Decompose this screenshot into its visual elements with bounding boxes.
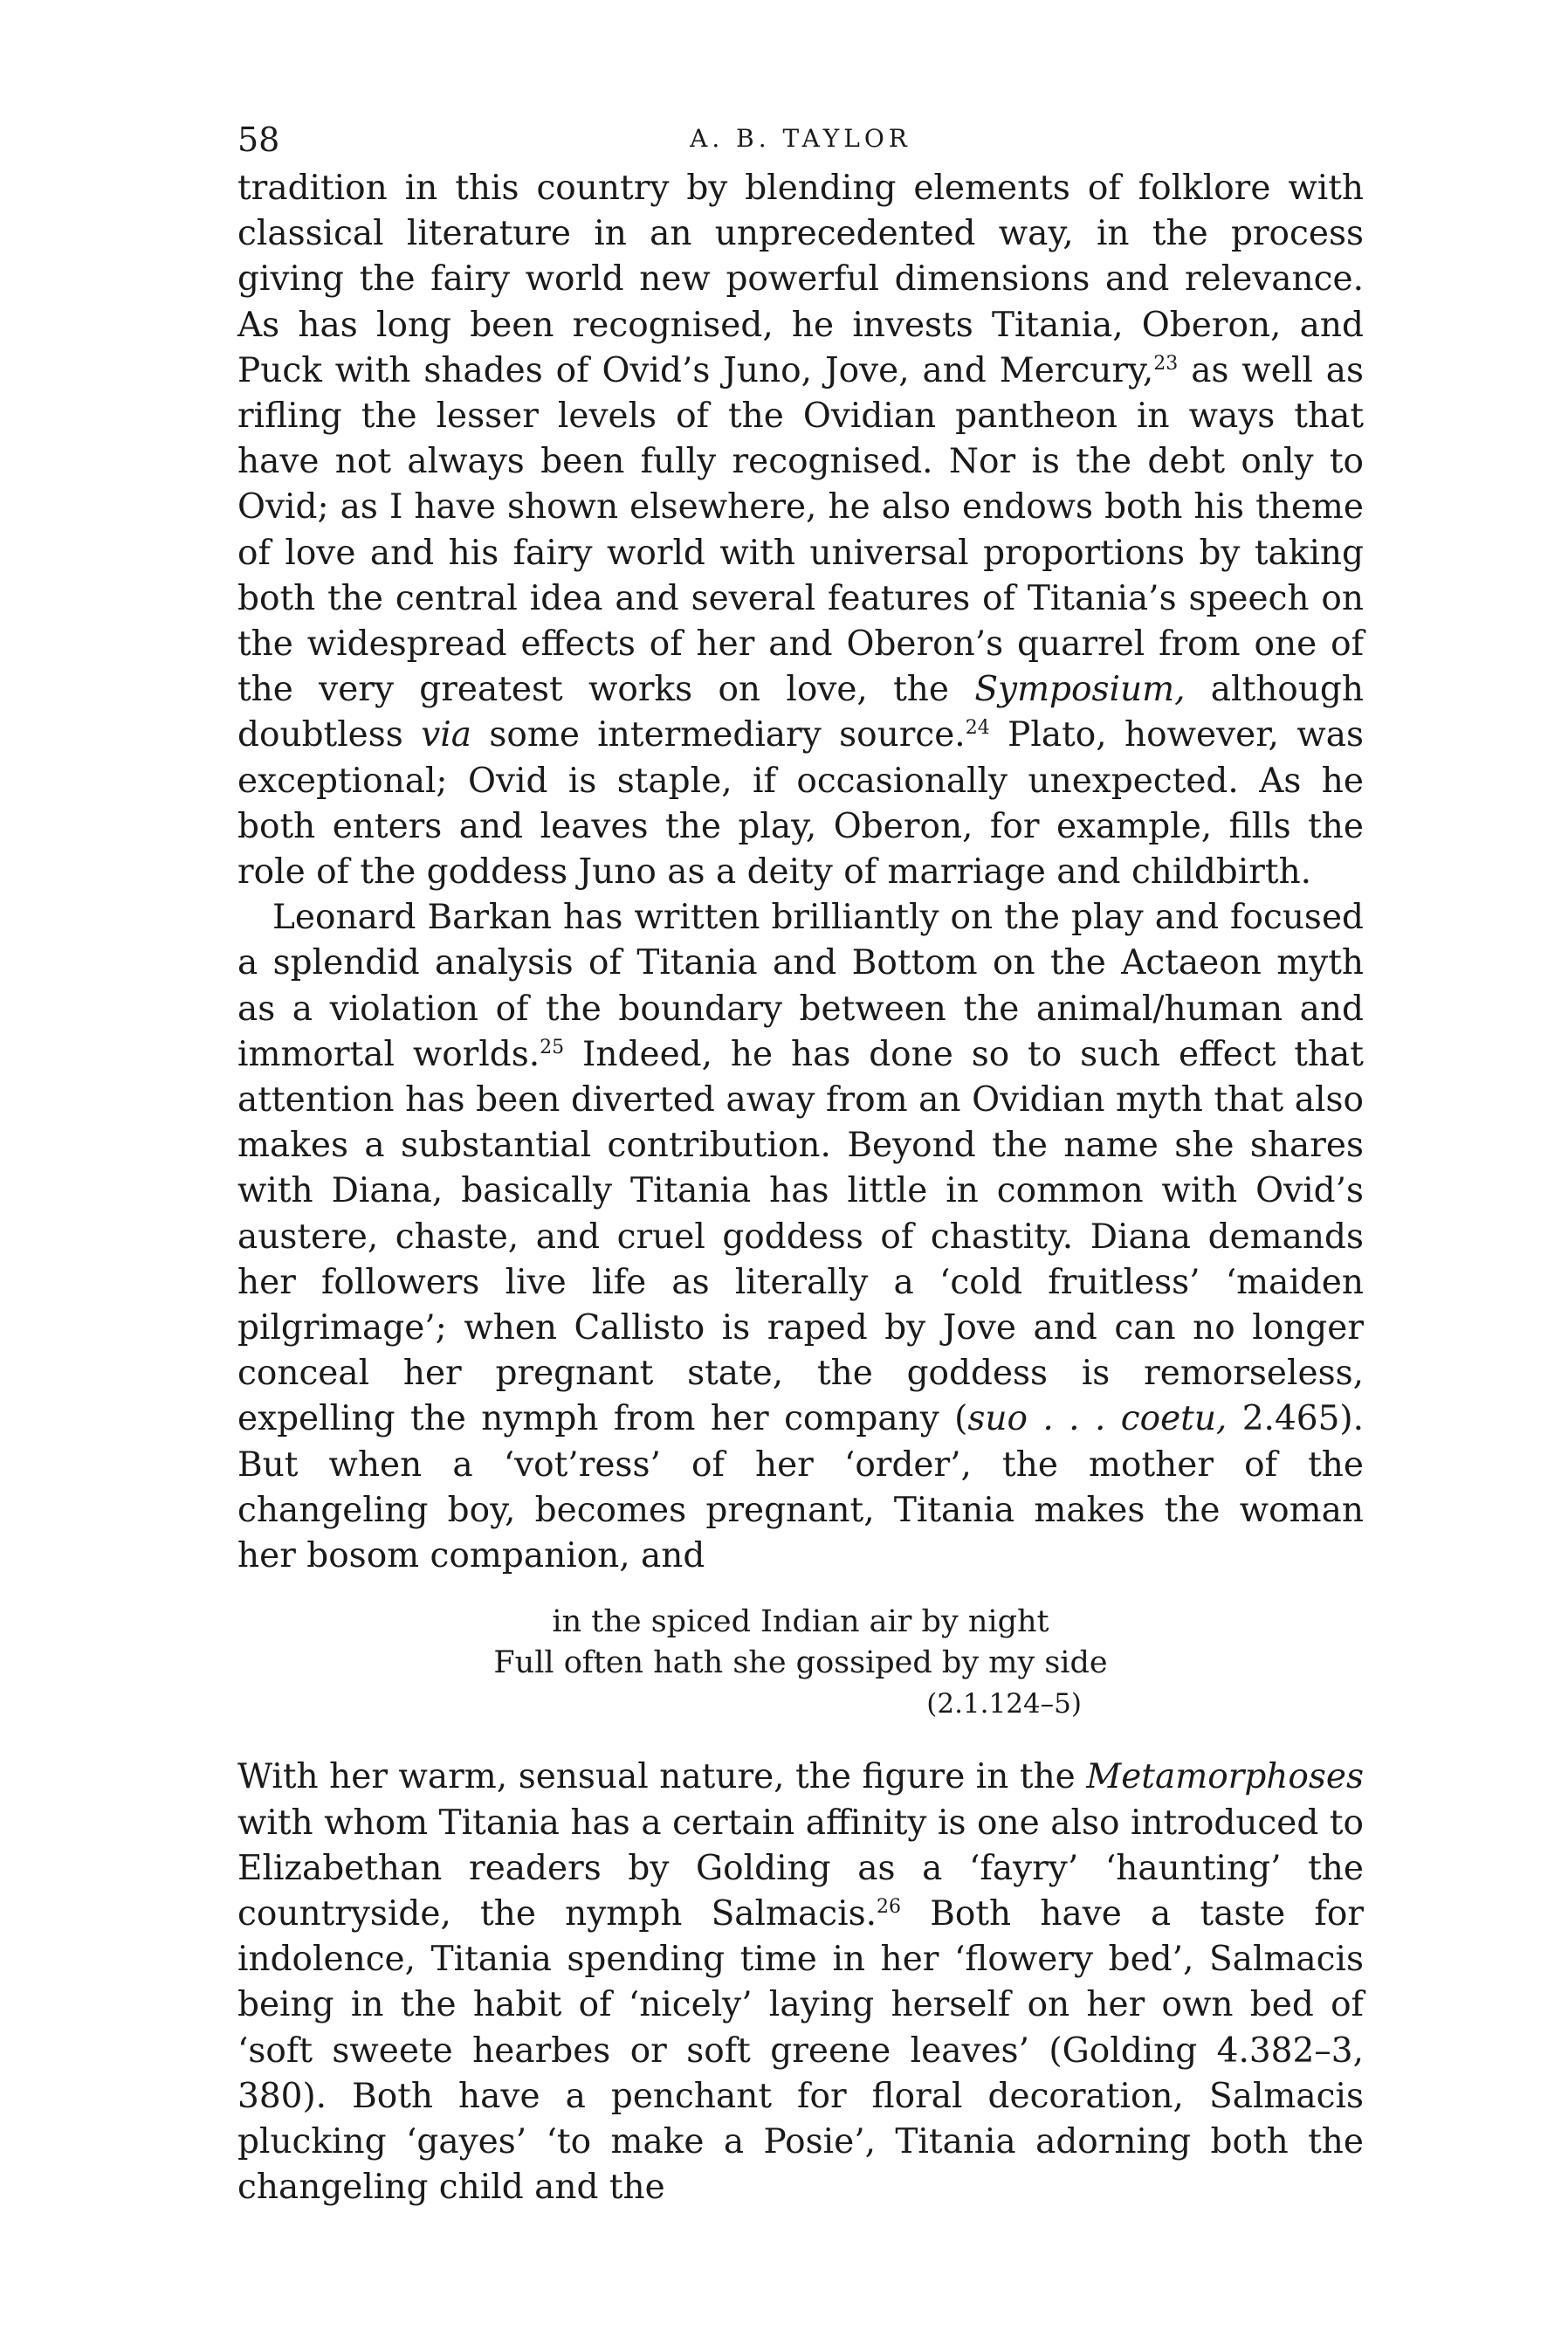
text-run: With her warm, sensual nature, the figure in the bbox=[237, 1757, 1087, 1797]
verse-citation: (2.1.124–5) bbox=[926, 1688, 1082, 1720]
italic-via: via bbox=[421, 715, 471, 755]
page-number: 58 bbox=[237, 121, 280, 159]
italic-title-symposium: Symposium, bbox=[974, 670, 1186, 710]
text-run: Indeed, he has done so to such effect that attention has been diverted away from an Ovidian myth that also makes a substantial contribution. Beyond the name she shares with Diana, basically Titania has little in common with Ovid’s austere, chaste, and cruel goddess of chastity. Diana demands her followers live life as literally a ‘cold fruitless’ ‘maiden pilgrimage’; when Callisto is raped by Jove and can no longer conceal her pregnant state, the goddess is remorseless, expelling the nymph from her company ( bbox=[237, 1034, 1364, 1439]
paragraph-1 bbox=[237, 166, 1364, 895]
text-run: with whom Titania has a certain affinity is one also introduced to Elizabethan readers by Golding as a ‘fayry’ ‘haunting’ the countryside, the nymph Salmacis. bbox=[237, 1803, 1364, 1934]
text-run: although doubtless bbox=[237, 670, 1364, 755]
footnote-ref-26[interactable]: 26 bbox=[876, 1895, 901, 1918]
author-running-head: A. B. TAYLOR bbox=[690, 124, 911, 153]
text-run: 2.465). But when a ‘vot’ress’ of her ‘order’, the mother of the changeling boy, becomes pregnant, Titania makes the woman her bosom companion, and bbox=[237, 1399, 1365, 1576]
text-run: tradition in this country by blending elements of folklore with classical literature in an unprecedented way, in the process giving the fairy world new powerful dimensions and relevance. As has long been recognised, he invests Titania, Oberon, and Puck with shades of Ovid’s Juno, Jove, and Mercury, bbox=[237, 169, 1364, 390]
text-run: some intermediary source. bbox=[471, 715, 966, 755]
italic-title-metamorphoses: Metamorphoses bbox=[1086, 1757, 1364, 1797]
verse-line-1: in the spiced Indian air by night bbox=[552, 1604, 1049, 1640]
italic-latin-quote: suo . . . coetu, bbox=[967, 1399, 1228, 1439]
text-run: as well as rifling the lesser levels of the Ovidian pantheon in ways that have not always been fully recognised. Nor is the debt only to Ovid; as I have shown elsewhere, he also endows both his theme of love and his fairy world with universal proportions by taking both the central idea and several features of Titania’s speech on the widespread effects of her and Oberon’s quarrel from one of the very greatest works on love, the bbox=[237, 350, 1364, 710]
text-run: Leonard Barkan has written brilliantly on the play and focused a splendid analysis of Titania and Bottom on the Actaeon myth as a violation of the boundary between the animal/human and immortal worlds. bbox=[237, 898, 1364, 1074]
text-run: Both have a taste for indolence, Titania spending time in her ‘flowery bed’, Salmacis being in the habit of ‘nicely’ laying herself on her own bed of ‘soft sweete hearbes or soft greene leaves’ (Golding 4.382–3, 380). Both have a penchant for floral decoration, Salmacis plucking ‘gayes’ ‘to make a Posie’, Titania adorning both the changeling child and the bbox=[237, 1893, 1364, 2208]
verse-quotation bbox=[237, 1602, 1364, 1725]
text-run: Plato, however, was exceptional; Ovid is staple, if occasionally unexpected. As he both enters and leaves the play, Oberon, for example, fills the role of the goddess Juno as a deity of marriage and childbirth. bbox=[237, 715, 1364, 893]
footnote-ref-23[interactable]: 23 bbox=[1153, 352, 1179, 375]
footnote-ref-25[interactable]: 25 bbox=[540, 1036, 565, 1058]
page bbox=[237, 114, 1364, 2210]
paragraph-3 bbox=[237, 1755, 1364, 2210]
footnote-ref-24[interactable]: 24 bbox=[965, 717, 990, 740]
paragraph-2 bbox=[237, 895, 1364, 1579]
verse-line-2: Full often hath she gossiped by my side bbox=[493, 1645, 1108, 1681]
running-head bbox=[237, 114, 1364, 166]
